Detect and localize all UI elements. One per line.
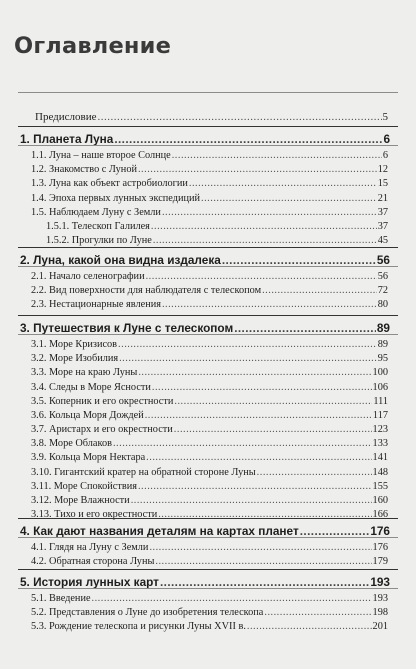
section-entry-page-number: 176 — [372, 542, 388, 553]
section-entry — [0, 449, 416, 463]
dot-leader — [151, 221, 377, 232]
section-entry-label: 5.2. Представления о Луне до изобретения телескопа — [31, 607, 264, 618]
section-entry-label: 3.9. Кольца Моря Нектара — [31, 452, 146, 463]
section-entry — [0, 553, 416, 567]
section-entry — [0, 407, 416, 421]
dot-leader — [162, 299, 377, 310]
dot-leader — [113, 438, 372, 449]
divider-line — [18, 266, 398, 267]
section-entry-label: 3.6. Кольца Моря Дождей — [31, 410, 144, 421]
dot-leader — [118, 339, 377, 350]
section-entry — [0, 435, 416, 449]
dot-leader — [138, 164, 377, 175]
section-entry-page-number: 111 — [373, 396, 388, 407]
section-entry — [0, 379, 416, 393]
section-entry-label: 3.4. Следы в Море Ясности — [31, 382, 151, 393]
dot-leader — [300, 524, 370, 538]
section-entry-page-number: 148 — [372, 467, 388, 478]
section-entry — [0, 296, 416, 310]
chapter-heading-page-number: 89 — [376, 321, 390, 335]
section-entry-label: 3.1. Море Кризисов — [31, 339, 118, 350]
dot-leader — [155, 556, 371, 567]
section-entry — [0, 539, 416, 553]
section-entry-label: 1.5. Наблюдаем Луну с Земли — [31, 207, 161, 218]
section-entry-label: 3.10. Гигантский кратер на обратной стороне Луны — [31, 467, 256, 478]
section-entry-page-number: 72 — [377, 285, 388, 296]
section-entry-page-number: 37 — [377, 207, 388, 218]
section-entry-page-number: 155 — [372, 481, 388, 492]
section-entry-label: 3.2. Море Изобилия — [31, 353, 119, 364]
chapter-heading — [0, 572, 416, 589]
section-entry — [0, 190, 416, 204]
chapter-heading-page-number: 176 — [370, 524, 390, 538]
section-entry-label: 1.3. Луна как объект астробиологии — [31, 178, 188, 189]
dot-leader — [174, 424, 372, 435]
dot-leader — [146, 452, 371, 463]
section-entry — [0, 393, 416, 407]
section-entry-page-number: 89 — [377, 339, 388, 350]
chapter-heading — [0, 318, 416, 335]
section-entry-label: 3.7. Аристарх и его окрестности — [31, 424, 173, 435]
section-entry-page-number: 12 — [377, 164, 388, 175]
dot-leader — [138, 481, 372, 492]
section-entry-label: 3.3. Море на краю Луны — [31, 367, 138, 378]
section-entry — [0, 161, 416, 175]
section-entry-page-number: 15 — [377, 178, 388, 189]
section-entry-page-number: 95 — [377, 353, 388, 364]
chapter-heading-page-number: 193 — [370, 575, 390, 589]
dot-leader — [119, 353, 377, 364]
chapter-heading-label: 3. Путешествия к Луне с телескопом — [20, 321, 234, 335]
dot-leader — [131, 495, 372, 506]
dot-leader — [114, 132, 382, 146]
section-entry-label: 3.13. Тихо и его окрестности — [31, 509, 158, 520]
section-entry-page-number: 56 — [377, 271, 388, 282]
section-entry — [0, 336, 416, 350]
dot-leader — [262, 285, 377, 296]
section-entry-page-number: 201 — [372, 621, 388, 632]
section-entry — [0, 421, 416, 435]
divider-line — [18, 92, 398, 93]
dot-leader — [138, 367, 371, 378]
section-entry-label: 2.1. Начало селенографии — [31, 271, 145, 282]
section-entry — [0, 175, 416, 189]
section-entry — [0, 147, 416, 161]
dot-leader — [201, 193, 377, 204]
divider-line — [18, 518, 398, 519]
dot-leader — [222, 253, 376, 267]
dot-leader — [149, 542, 371, 553]
divider-line — [18, 334, 398, 335]
dot-leader — [264, 607, 371, 618]
section-entry-page-number: 80 — [377, 299, 388, 310]
dot-leader — [234, 321, 376, 335]
section-entry — [0, 590, 416, 604]
section-entry — [0, 464, 416, 478]
dot-leader — [153, 235, 377, 246]
section-entry-page-number: 198 — [372, 607, 388, 618]
subsubsection-entry — [0, 232, 416, 246]
section-entry-page-number: 160 — [372, 495, 388, 506]
divider-line — [18, 315, 398, 316]
section-entry-page-number: 21 — [377, 193, 388, 204]
section-entry-label: 2.3. Нестационарные явления — [31, 299, 161, 310]
section-entry — [0, 268, 416, 282]
dot-leader — [92, 593, 372, 604]
section-entry-label: 3.11. Море Спокойствия — [31, 481, 137, 492]
dot-leader — [189, 178, 377, 189]
section-entry-page-number: 133 — [372, 438, 388, 449]
divider-line — [18, 247, 398, 248]
preface-entry — [0, 109, 416, 123]
dot-leader — [172, 150, 382, 161]
chapter-heading — [0, 250, 416, 267]
subsubsection-entry-label: 1.5.2. Прогулки по Луне — [46, 235, 152, 246]
divider-line — [18, 569, 398, 570]
section-entry — [0, 492, 416, 506]
section-entry-page-number: 106 — [372, 382, 388, 393]
section-entry-page-number: 166 — [372, 509, 388, 520]
preface-entry-label: Предисловие — [35, 111, 97, 123]
section-entry-label: 3.5. Коперник и его окрестности — [31, 396, 174, 407]
subsubsection-entry-page-number: 45 — [377, 235, 388, 246]
section-entry-label: 5.3. Рождение телескопа и рисунки Луны XVII в. — [31, 621, 246, 632]
section-entry-label: 1.4. Эпоха первых лунных экспедиций — [31, 193, 201, 204]
subsubsection-entry-label: 1.5.1. Телескоп Галилея — [46, 221, 150, 232]
divider-line — [18, 145, 398, 146]
dot-leader — [145, 410, 372, 421]
divider-line — [18, 588, 398, 589]
chapter-heading-label: 5. История лунных карт — [20, 575, 159, 589]
section-entry-label: 1.1. Луна – наше второе Солнце — [31, 150, 171, 161]
chapter-heading-label: 1. Планета Луна — [20, 132, 114, 146]
chapter-heading — [0, 129, 416, 146]
chapter-heading-label: 2. Луна, какой она видна издалека — [20, 253, 221, 267]
section-entry-label: 4.1. Глядя на Луну с Земли — [31, 542, 149, 553]
section-entry-page-number: 141 — [372, 452, 388, 463]
section-entry — [0, 618, 416, 632]
dot-leader — [160, 575, 369, 589]
section-entry — [0, 604, 416, 618]
section-entry — [0, 478, 416, 492]
divider-line — [18, 537, 398, 538]
section-entry — [0, 204, 416, 218]
section-entry-label: 1.2. Знакомство с Луной — [31, 164, 137, 175]
chapter-heading — [0, 521, 416, 538]
section-entry-page-number: 117 — [372, 410, 388, 421]
dot-leader — [152, 382, 372, 393]
dot-leader — [146, 271, 377, 282]
section-entry-label: 3.8. Море Облаков — [31, 438, 112, 449]
chapter-heading-page-number: 56 — [376, 253, 390, 267]
page-title: Оглавление — [14, 33, 172, 59]
dot-leader — [98, 111, 382, 123]
section-entry-label: 4.2. Обратная сторона Луны — [31, 556, 155, 567]
section-entry-page-number: 179 — [372, 556, 388, 567]
dot-leader — [162, 207, 377, 218]
section-entry — [0, 282, 416, 296]
section-entry-label: 3.12. Море Влажности — [31, 495, 130, 506]
preface-entry-page-number: 5 — [382, 111, 388, 123]
section-entry-page-number: 100 — [372, 367, 388, 378]
dot-leader — [247, 621, 372, 632]
subsubsection-entry-page-number: 37 — [377, 221, 388, 232]
divider-line — [18, 126, 398, 127]
chapter-heading-label: 4. Как дают названия деталям на картах планет — [20, 524, 299, 538]
dot-leader — [257, 467, 372, 478]
section-entry-page-number: 6 — [382, 150, 388, 161]
chapter-heading-page-number: 6 — [383, 132, 390, 146]
section-entry-label: 5.1. Введение — [31, 593, 91, 604]
section-entry — [0, 350, 416, 364]
section-entry-page-number: 123 — [372, 424, 388, 435]
section-entry-page-number: 193 — [372, 593, 388, 604]
subsubsection-entry — [0, 218, 416, 232]
section-entry-label: 2.2. Вид поверхности для наблюдателя с телескопом — [31, 285, 262, 296]
dot-leader — [174, 396, 372, 407]
section-entry — [0, 364, 416, 378]
